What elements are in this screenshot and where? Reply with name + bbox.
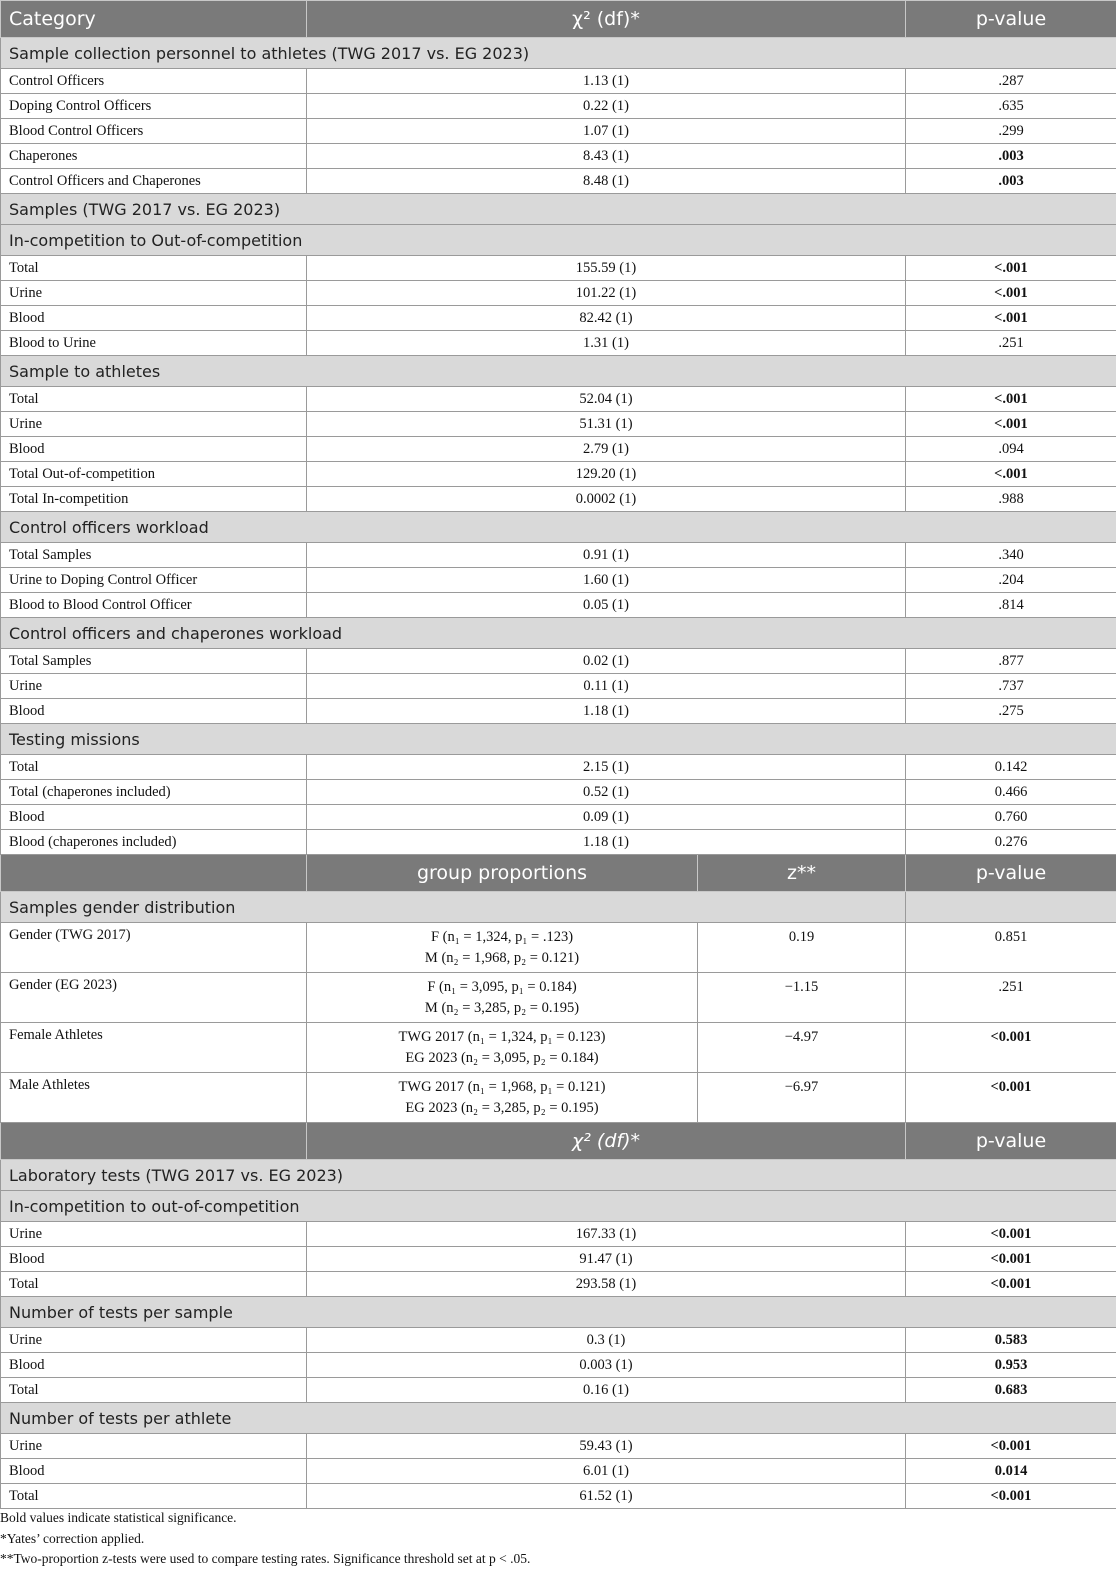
row-label: Doping Control Officers xyxy=(1,94,307,119)
group-proportions xyxy=(307,1073,698,1123)
table-row xyxy=(1,593,1116,618)
header-blank xyxy=(1,855,307,892)
chi-square-value: 0.91 (1) xyxy=(307,543,906,568)
header-p-value: p-value xyxy=(906,1123,1116,1160)
p-value: 0.583 xyxy=(906,1328,1116,1353)
proportion-line-2: M (n₂ = 3,285, p₂ = 0.195) xyxy=(307,998,697,1019)
table-row xyxy=(1,69,1116,94)
p-value: <0.001 xyxy=(906,1272,1116,1297)
row-label: Urine xyxy=(1,412,307,437)
p-value: .340 xyxy=(906,543,1116,568)
p-value: <0.001 xyxy=(906,1023,1116,1073)
section-title: Number of tests per athlete xyxy=(1,1403,1116,1434)
row-label: Blood xyxy=(1,1459,307,1484)
row-label: Female Athletes xyxy=(1,1023,307,1073)
section-header-row xyxy=(1,1297,1116,1328)
z-value: 0.19 xyxy=(698,923,906,973)
section-header-row xyxy=(1,892,1116,923)
chi-square-value: 61.52 (1) xyxy=(307,1484,906,1509)
row-label: Blood xyxy=(1,699,307,724)
row-label: Urine xyxy=(1,1222,307,1247)
table-row xyxy=(1,1222,1116,1247)
p-value: .204 xyxy=(906,568,1116,593)
chi-square-value: 1.18 (1) xyxy=(307,830,906,855)
proportion-line-2: EG 2023 (n₂ = 3,095, p₂ = 0.184) xyxy=(307,1048,697,1069)
table-row xyxy=(1,256,1116,281)
chi-square-value: 6.01 (1) xyxy=(307,1459,906,1484)
chi-square-value: 167.33 (1) xyxy=(307,1222,906,1247)
row-label: Urine xyxy=(1,281,307,306)
row-label: Blood xyxy=(1,437,307,462)
row-label: Blood xyxy=(1,1247,307,1272)
proportion-line-1: F (n₁ = 3,095, p₁ = 0.184) xyxy=(307,977,697,998)
group-proportions xyxy=(307,923,698,973)
p-value: 0.466 xyxy=(906,780,1116,805)
section-title: Samples gender distribution xyxy=(1,892,906,923)
chi-square-value: 0.3 (1) xyxy=(307,1328,906,1353)
header-chi-square: χ² (df)* xyxy=(307,1,906,38)
section-header-row xyxy=(1,194,1116,225)
p-value: 0.851 xyxy=(906,923,1116,973)
section-title: In-competition to Out-of-competition xyxy=(1,225,1116,256)
table-row xyxy=(1,144,1116,169)
table-body-chi-square xyxy=(1,1,1116,855)
header-category: Category xyxy=(1,1,307,38)
chi-square-value: 82.42 (1) xyxy=(307,306,906,331)
chi-square-value: 8.48 (1) xyxy=(307,169,906,194)
table-row xyxy=(1,1434,1116,1459)
group-proportions xyxy=(307,973,698,1023)
chi-square-value: 51.31 (1) xyxy=(307,412,906,437)
chi-square-value: 0.16 (1) xyxy=(307,1378,906,1403)
p-value: 0.014 xyxy=(906,1459,1116,1484)
header-blank xyxy=(1,1123,307,1160)
table-row xyxy=(1,543,1116,568)
table-row xyxy=(1,487,1116,512)
chi-square-value: 0.0002 (1) xyxy=(307,487,906,512)
row-label: Total Samples xyxy=(1,649,307,674)
row-label: Urine xyxy=(1,1328,307,1353)
p-value: .003 xyxy=(906,144,1116,169)
p-value: .299 xyxy=(906,119,1116,144)
chi-square-value: 0.22 (1) xyxy=(307,94,906,119)
table-row xyxy=(1,755,1116,780)
table-row xyxy=(1,1353,1116,1378)
p-value: 0.953 xyxy=(906,1353,1116,1378)
table-row xyxy=(1,1459,1116,1484)
p-value: <.001 xyxy=(906,306,1116,331)
row-label: Total xyxy=(1,387,307,412)
chi-square-value: 1.31 (1) xyxy=(307,331,906,356)
section-title: Sample to athletes xyxy=(1,356,1116,387)
header-group-proportions: group proportions xyxy=(307,855,698,892)
table-row xyxy=(1,649,1116,674)
chi-square-value: 1.07 (1) xyxy=(307,119,906,144)
table-row xyxy=(1,119,1116,144)
table-row xyxy=(1,94,1116,119)
chi-square-value: 91.47 (1) xyxy=(307,1247,906,1272)
chi-square-value: 8.43 (1) xyxy=(307,144,906,169)
row-label: Total In-competition xyxy=(1,487,307,512)
header-z: z** xyxy=(698,855,906,892)
proportion-line-1: F (n₁ = 1,324, p₁ = .123) xyxy=(307,927,697,948)
section-header-row xyxy=(1,618,1116,649)
table-row xyxy=(1,805,1116,830)
section-title: Laboratory tests (TWG 2017 vs. EG 2023) xyxy=(1,1160,1116,1191)
row-label: Blood xyxy=(1,1353,307,1378)
section-header-row xyxy=(1,1191,1116,1222)
table-row xyxy=(1,1328,1116,1353)
table-body-proportions xyxy=(1,855,1116,1123)
chi-square-value: 101.22 (1) xyxy=(307,281,906,306)
table-body-laboratory xyxy=(1,1123,1116,1509)
table-row xyxy=(1,462,1116,487)
table-row xyxy=(1,387,1116,412)
row-label: Blood to Urine xyxy=(1,331,307,356)
p-value: <0.001 xyxy=(906,1247,1116,1272)
footnote-bold: Bold values indicate statistical significance. xyxy=(0,1508,1116,1529)
table-row xyxy=(1,281,1116,306)
chi-square-value: 155.59 (1) xyxy=(307,256,906,281)
p-value: .094 xyxy=(906,437,1116,462)
table-row xyxy=(1,1073,1116,1123)
section-header-row xyxy=(1,1160,1116,1191)
section-header-row xyxy=(1,38,1116,69)
row-label: Control Officers and Chaperones xyxy=(1,169,307,194)
chi-square-value: 59.43 (1) xyxy=(307,1434,906,1459)
p-value: .814 xyxy=(906,593,1116,618)
chi-square-value: 0.02 (1) xyxy=(307,649,906,674)
section-header-row xyxy=(1,225,1116,256)
section-header-row xyxy=(1,724,1116,755)
table-row xyxy=(1,306,1116,331)
table-row xyxy=(1,973,1116,1023)
p-value: <0.001 xyxy=(906,1434,1116,1459)
p-value: .251 xyxy=(906,973,1116,1023)
section-title: Testing missions xyxy=(1,724,1116,755)
table-row xyxy=(1,830,1116,855)
row-label: Blood xyxy=(1,805,307,830)
table-header-chi xyxy=(1,1,1116,38)
proportion-line-1: TWG 2017 (n₁ = 1,324, p₁ = 0.123) xyxy=(307,1027,697,1048)
row-label: Total (chaperones included) xyxy=(1,780,307,805)
p-value: <0.001 xyxy=(906,1073,1116,1123)
chi-square-value: 293.58 (1) xyxy=(307,1272,906,1297)
p-value: 0.760 xyxy=(906,805,1116,830)
row-label: Blood (chaperones included) xyxy=(1,830,307,855)
section-title: In-competition to out-of-competition xyxy=(1,1191,1116,1222)
table-row xyxy=(1,1247,1116,1272)
row-label: Urine xyxy=(1,674,307,699)
p-value: <0.001 xyxy=(906,1484,1116,1509)
chi-square-value: 0.09 (1) xyxy=(307,805,906,830)
table-row xyxy=(1,169,1116,194)
section-blank-cell xyxy=(906,892,1116,923)
table-row xyxy=(1,1272,1116,1297)
chi-square-value: 129.20 (1) xyxy=(307,462,906,487)
row-label: Total xyxy=(1,1378,307,1403)
table-row xyxy=(1,1484,1116,1509)
z-value: −1.15 xyxy=(698,973,906,1023)
table-row xyxy=(1,923,1116,973)
p-value: 0.683 xyxy=(906,1378,1116,1403)
row-label: Chaperones xyxy=(1,144,307,169)
p-value: <.001 xyxy=(906,462,1116,487)
table-row xyxy=(1,780,1116,805)
chi-square-value: 1.18 (1) xyxy=(307,699,906,724)
chi-square-value: 0.11 (1) xyxy=(307,674,906,699)
section-title: Samples (TWG 2017 vs. EG 2023) xyxy=(1,194,1116,225)
p-value: .877 xyxy=(906,649,1116,674)
table-header-lab xyxy=(1,1123,1116,1160)
header-p-value: p-value xyxy=(906,1,1116,38)
row-label: Total xyxy=(1,256,307,281)
row-label: Blood xyxy=(1,306,307,331)
table-row xyxy=(1,568,1116,593)
p-value: .287 xyxy=(906,69,1116,94)
table-row xyxy=(1,331,1116,356)
row-label: Total xyxy=(1,1272,307,1297)
proportion-line-2: M (n₂ = 1,968, p₂ = 0.121) xyxy=(307,948,697,969)
chi-square-value: 1.60 (1) xyxy=(307,568,906,593)
p-value: <.001 xyxy=(906,412,1116,437)
table-footnotes xyxy=(0,1508,1116,1570)
header-p-value: p-value xyxy=(906,855,1116,892)
row-label: Urine xyxy=(1,1434,307,1459)
section-header-row xyxy=(1,356,1116,387)
row-label: Blood Control Officers xyxy=(1,119,307,144)
row-label: Total xyxy=(1,1484,307,1509)
table-header-proportions xyxy=(1,855,1116,892)
chi-square-value: 52.04 (1) xyxy=(307,387,906,412)
z-value: −4.97 xyxy=(698,1023,906,1073)
p-value: .275 xyxy=(906,699,1116,724)
section-header-row xyxy=(1,1403,1116,1434)
p-value: 0.142 xyxy=(906,755,1116,780)
section-title: Control officers and chaperones workload xyxy=(1,618,1116,649)
row-label: Total xyxy=(1,755,307,780)
p-value: .635 xyxy=(906,94,1116,119)
section-title: Number of tests per sample xyxy=(1,1297,1116,1328)
chi-square-value: 2.15 (1) xyxy=(307,755,906,780)
chi-square-value: 0.52 (1) xyxy=(307,780,906,805)
p-value: <.001 xyxy=(906,387,1116,412)
chi-square-value: 0.05 (1) xyxy=(307,593,906,618)
p-value: .737 xyxy=(906,674,1116,699)
p-value: .251 xyxy=(906,331,1116,356)
chi-square-value: 0.003 (1) xyxy=(307,1353,906,1378)
section-title: Sample collection personnel to athletes (TWG 2017 vs. EG 2023) xyxy=(1,38,1116,69)
row-label: Gender (TWG 2017) xyxy=(1,923,307,973)
row-label: Blood to Blood Control Officer xyxy=(1,593,307,618)
table-row xyxy=(1,674,1116,699)
header-chi-square: χ² (df)* xyxy=(307,1123,906,1160)
row-label: Male Athletes xyxy=(1,1073,307,1123)
footnote-yates: *Yates’ correction applied. xyxy=(0,1529,1116,1550)
proportion-line-1: TWG 2017 (n₁ = 1,968, p₁ = 0.121) xyxy=(307,1077,697,1098)
table-row xyxy=(1,699,1116,724)
table-row xyxy=(1,437,1116,462)
proportion-line-2: EG 2023 (n₂ = 3,285, p₂ = 0.195) xyxy=(307,1098,697,1119)
chi-square-value: 1.13 (1) xyxy=(307,69,906,94)
row-label: Total Samples xyxy=(1,543,307,568)
p-value: <.001 xyxy=(906,281,1116,306)
table-row xyxy=(1,1378,1116,1403)
section-header-row xyxy=(1,512,1116,543)
p-value: .988 xyxy=(906,487,1116,512)
group-proportions xyxy=(307,1023,698,1073)
row-label: Control Officers xyxy=(1,69,307,94)
table-row xyxy=(1,412,1116,437)
p-value: 0.276 xyxy=(906,830,1116,855)
p-value: <0.001 xyxy=(906,1222,1116,1247)
p-value: .003 xyxy=(906,169,1116,194)
footnote-z-tests: **Two-proportion z-tests were used to compare testing rates. Significance threshold set at p < .05. xyxy=(0,1549,1116,1570)
row-label: Total Out-of-competition xyxy=(1,462,307,487)
section-title: Control officers workload xyxy=(1,512,1116,543)
table-row xyxy=(1,1023,1116,1073)
row-label: Gender (EG 2023) xyxy=(1,973,307,1023)
row-label: Urine to Doping Control Officer xyxy=(1,568,307,593)
chi-square-value: 2.79 (1) xyxy=(307,437,906,462)
p-value: <.001 xyxy=(906,256,1116,281)
z-value: −6.97 xyxy=(698,1073,906,1123)
